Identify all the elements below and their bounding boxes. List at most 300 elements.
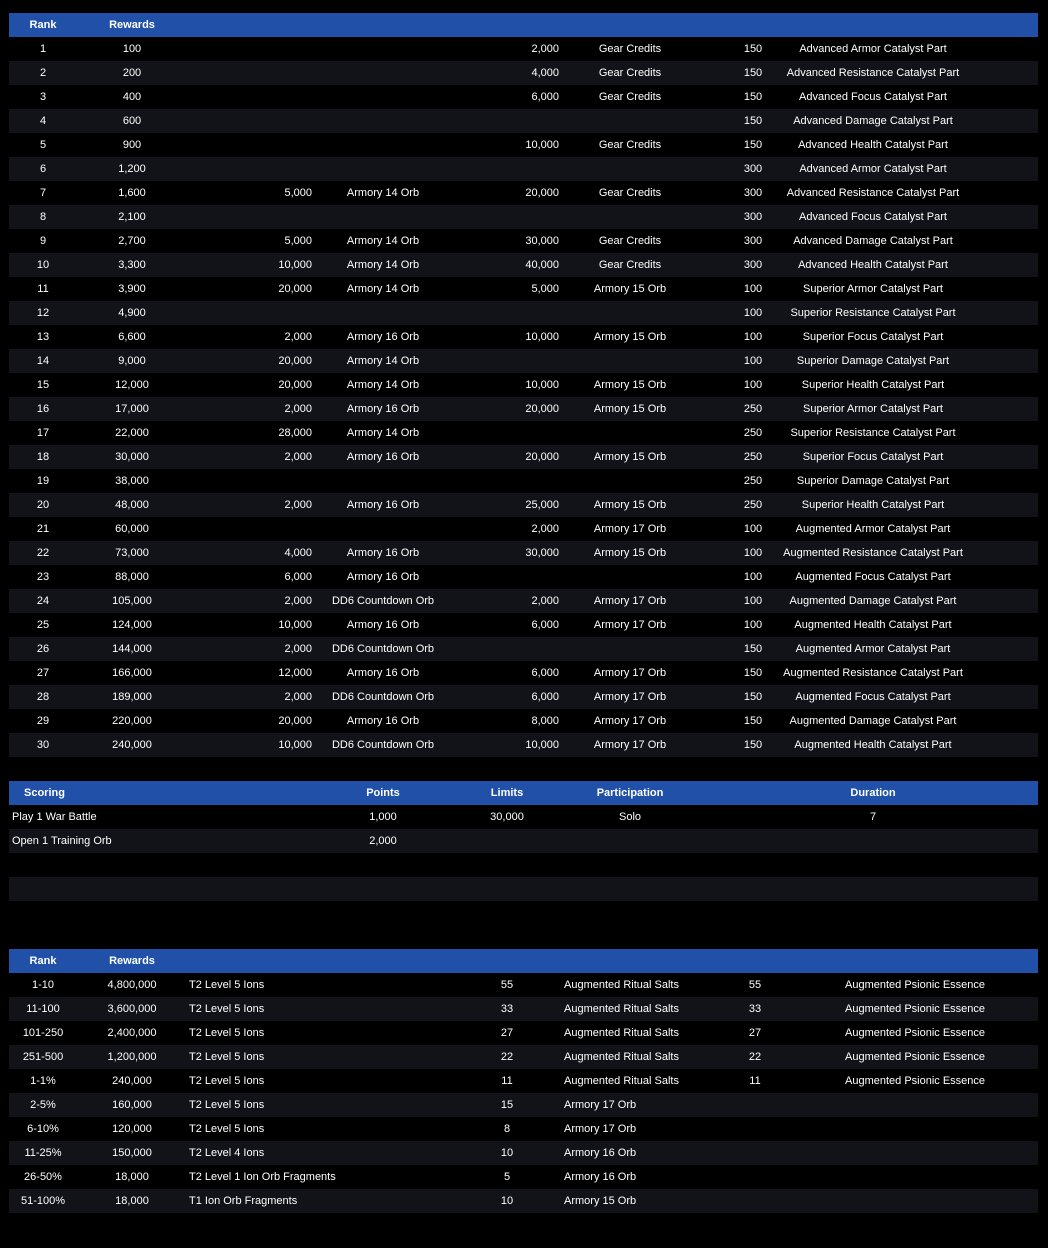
rank-cell: 11 xyxy=(37,283,49,295)
reward2-item-cell: Armory 17 Orb xyxy=(593,739,667,751)
reward1-qty-cell: 5,000 xyxy=(284,187,312,199)
reward2-item-cell: Armory 16 Orb xyxy=(564,1171,637,1183)
reward3-item-cell: Augmented Focus Catalyst Part xyxy=(795,571,951,583)
reward1-item-cell: T2 Level 5 Ions xyxy=(189,1027,265,1039)
reward3-qty-cell: 150 xyxy=(743,667,763,679)
table-row xyxy=(9,85,1038,109)
rewards-points-cell: 166,000 xyxy=(112,667,152,679)
rank-cell: 17 xyxy=(36,427,50,439)
points-header: Points xyxy=(366,787,400,799)
reward2-qty-cell: 10,000 xyxy=(525,379,559,391)
reward2-item-cell: Armory 17 Orb xyxy=(564,1123,637,1135)
reward2-item-cell: Armory 15 Orb xyxy=(593,283,667,295)
reward2-item-cell: Armory 15 Orb xyxy=(593,499,667,511)
rewards-points-cell: 600 xyxy=(122,115,142,127)
reward3-item-cell: Superior Focus Catalyst Part xyxy=(802,451,944,463)
reward1-item-cell: Armory 16 Orb xyxy=(346,715,420,727)
reward1-item-cell: DD6 Countdown Orb xyxy=(331,739,435,751)
rank-cell: 6 xyxy=(39,163,47,175)
rank-cell: 8 xyxy=(39,211,47,223)
reward3-item-cell: Advanced Resistance Catalyst Part xyxy=(786,187,960,199)
reward3-qty-cell: 250 xyxy=(743,499,763,511)
reward2-qty-cell: 5,000 xyxy=(531,283,559,295)
reward3-qty-cell: 11 xyxy=(749,1075,761,1087)
reward1-item-cell: T2 Level 5 Ions xyxy=(189,1099,265,1111)
rewards-points-cell: 18,000 xyxy=(115,1171,149,1183)
rank-cell: 30 xyxy=(36,739,50,751)
reward2-item-cell: Gear Credits xyxy=(598,91,662,103)
rank-header: Rank xyxy=(29,19,57,31)
reward2-qty-cell: 10,000 xyxy=(525,331,559,343)
rank-cell: 27 xyxy=(36,667,50,679)
reward2-qty-cell: 33 xyxy=(500,1003,514,1015)
reward1-item-cell: T2 Level 1 Ion Orb Fragments xyxy=(189,1171,336,1183)
reward1-qty-cell: 5,000 xyxy=(284,235,312,247)
rewards-points-cell: 240,000 xyxy=(112,1075,152,1087)
reward1-item-cell: Armory 14 Orb xyxy=(346,235,420,247)
rank-cell: 20 xyxy=(36,499,50,511)
reward1-qty-cell: 20,000 xyxy=(278,355,312,367)
reward3-item-cell: Advanced Focus Catalyst Part xyxy=(799,211,947,223)
reward3-item-cell: Augmented Damage Catalyst Part xyxy=(789,595,957,607)
rewards-points-cell: 124,000 xyxy=(112,619,152,631)
reward2-qty-cell: 2,000 xyxy=(531,523,559,535)
reward3-qty-cell: 250 xyxy=(743,475,763,487)
scoring-action-cell: Open 1 Training Orb xyxy=(12,835,112,847)
table-row xyxy=(9,565,1038,589)
reward1-item-cell: Armory 14 Orb xyxy=(346,379,420,391)
reward2-qty-cell: 55 xyxy=(500,979,514,991)
reward3-item-cell: Superior Resistance Catalyst Part xyxy=(790,307,956,319)
duration-cell: 7 xyxy=(869,811,877,823)
reward3-item-cell: Augmented Focus Catalyst Part xyxy=(795,691,951,703)
reward3-qty-cell: 150 xyxy=(743,139,763,151)
rewards-points-cell: 3,600,000 xyxy=(107,1003,157,1015)
rank-range-cell: 1-1% xyxy=(30,1075,56,1087)
rank-cell: 3 xyxy=(39,91,47,103)
rank-cell: 10 xyxy=(36,259,50,271)
rewards-points-cell: 400 xyxy=(122,91,142,103)
table-row xyxy=(9,397,1038,421)
reward3-item-cell: Superior Resistance Catalyst Part xyxy=(790,427,956,439)
reward1-qty-cell: 28,000 xyxy=(278,427,312,439)
rank-range-cell: 11-100 xyxy=(26,1003,60,1015)
rank-range-cell: 51-100% xyxy=(20,1195,66,1207)
reward2-qty-cell: 27 xyxy=(500,1027,514,1039)
reward3-item-cell: Advanced Armor Catalyst Part xyxy=(799,43,947,55)
reward2-item-cell: Armory 16 Orb xyxy=(564,1147,637,1159)
rank-cell: 13 xyxy=(36,331,50,343)
reward1-qty-cell: 20,000 xyxy=(278,379,312,391)
reward3-item-cell: Augmented Psionic Essence xyxy=(845,1075,986,1087)
reward1-item-cell: DD6 Countdown Orb xyxy=(331,595,435,607)
reward2-qty-cell: 2,000 xyxy=(531,595,559,607)
reward3-qty-cell: 250 xyxy=(743,427,763,439)
reward3-item-cell: Advanced Damage Catalyst Part xyxy=(793,235,953,247)
rank-cell: 7 xyxy=(39,187,47,199)
table-row xyxy=(9,709,1038,733)
reward2-qty-cell: 20,000 xyxy=(525,451,559,463)
reward2-item-cell: Armory 17 Orb xyxy=(593,523,667,535)
reward2-qty-cell: 20,000 xyxy=(525,403,559,415)
reward3-item-cell: Augmented Health Catalyst Part xyxy=(794,739,952,751)
table-row xyxy=(9,277,1038,301)
reward2-item-cell: Augmented Ritual Salts xyxy=(564,979,679,991)
reward2-qty-cell: 6,000 xyxy=(531,91,559,103)
reward3-qty-cell: 300 xyxy=(743,235,763,247)
table-header xyxy=(9,13,1038,37)
reward2-item-cell: Augmented Ritual Salts xyxy=(564,1027,679,1039)
table-row xyxy=(9,661,1038,685)
reward2-item-cell: Armory 15 Orb xyxy=(593,331,667,343)
reward2-qty-cell: 30,000 xyxy=(525,235,559,247)
table-row xyxy=(9,1093,1038,1117)
rewards-points-cell: 22,000 xyxy=(115,427,149,439)
reward3-item-cell: Augmented Resistance Catalyst Part xyxy=(783,667,963,679)
reward3-item-cell: Superior Focus Catalyst Part xyxy=(802,331,944,343)
rewards-points-cell: 4,900 xyxy=(118,307,146,319)
table-row xyxy=(9,469,1038,493)
reward1-qty-cell: 10,000 xyxy=(278,259,312,271)
reward1-item-cell: T2 Level 5 Ions xyxy=(189,979,265,991)
rank-range-cell: 26-50% xyxy=(24,1171,62,1183)
rank-cell: 25 xyxy=(36,619,50,631)
table-row xyxy=(9,997,1038,1021)
rank-cell: 28 xyxy=(36,691,50,703)
reward1-qty-cell: 4,000 xyxy=(284,547,312,559)
reward2-item-cell: Augmented Ritual Salts xyxy=(564,1075,679,1087)
table-row xyxy=(9,637,1038,661)
rewards-points-cell: 4,800,000 xyxy=(107,979,157,991)
reward2-item-cell: Augmented Ritual Salts xyxy=(564,1003,679,1015)
rank-cell: 12 xyxy=(36,307,50,319)
reward2-qty-cell: 10 xyxy=(500,1195,514,1207)
table-row xyxy=(9,1069,1038,1093)
rewards-points-cell: 189,000 xyxy=(112,691,152,703)
points-cell: 2,000 xyxy=(369,835,397,847)
limits-header: Limits xyxy=(490,787,524,799)
reward3-qty-cell: 100 xyxy=(743,571,763,583)
reward2-qty-cell: 6,000 xyxy=(531,619,559,631)
participation-header: Participation xyxy=(596,787,664,799)
table-row xyxy=(9,253,1038,277)
reward1-item-cell: Armory 16 Orb xyxy=(346,331,420,343)
rank-range-cell: 1-10 xyxy=(31,979,55,991)
reward2-qty-cell: 8,000 xyxy=(531,715,559,727)
table-row xyxy=(9,829,1038,853)
scoring-table xyxy=(9,781,1038,925)
rewards-points-cell: 17,000 xyxy=(115,403,149,415)
reward2-item-cell: Gear Credits xyxy=(598,187,662,199)
table-row xyxy=(9,493,1038,517)
reward1-qty-cell: 10,000 xyxy=(278,619,312,631)
scoring-header: Scoring xyxy=(24,787,65,799)
rewards-points-cell: 48,000 xyxy=(115,499,149,511)
reward1-item-cell: Armory 16 Orb xyxy=(346,619,420,631)
reward3-item-cell: Superior Damage Catalyst Part xyxy=(796,355,950,367)
reward3-qty-cell: 100 xyxy=(743,619,763,631)
rank-cell: 22 xyxy=(36,547,50,559)
table-row xyxy=(9,205,1038,229)
reward1-item-cell: Armory 16 Orb xyxy=(346,667,420,679)
table-row xyxy=(9,1117,1038,1141)
reward2-qty-cell: 2,000 xyxy=(531,43,559,55)
reward3-qty-cell: 100 xyxy=(743,379,763,391)
reward2-qty-cell: 5 xyxy=(503,1171,511,1183)
rank-range-cell: 251-500 xyxy=(22,1051,64,1063)
reward3-item-cell: Augmented Armor Catalyst Part xyxy=(795,643,951,655)
leaderboard-rewards-table xyxy=(9,949,1038,1237)
reward3-qty-cell: 22 xyxy=(748,1051,762,1063)
reward1-qty-cell: 20,000 xyxy=(278,715,312,727)
table-row xyxy=(9,301,1038,325)
reward2-qty-cell: 11 xyxy=(501,1075,513,1087)
table-row xyxy=(9,1045,1038,1069)
reward1-qty-cell: 20,000 xyxy=(278,283,312,295)
reward3-qty-cell: 55 xyxy=(748,979,762,991)
reward1-item-cell: Armory 16 Orb xyxy=(346,403,420,415)
reward2-qty-cell: 15 xyxy=(500,1099,514,1111)
table-row xyxy=(9,373,1038,397)
reward2-qty-cell: 6,000 xyxy=(531,667,559,679)
rank-cell: 1 xyxy=(39,43,47,55)
reward2-item-cell: Armory 17 Orb xyxy=(593,715,667,727)
reward3-item-cell: Augmented Armor Catalyst Part xyxy=(795,523,951,535)
reward2-qty-cell: 20,000 xyxy=(525,187,559,199)
reward2-qty-cell: 10 xyxy=(500,1147,514,1159)
duration-header: Duration xyxy=(850,787,896,799)
reward2-item-cell: Armory 15 Orb xyxy=(593,379,667,391)
rank-cell: 16 xyxy=(36,403,50,415)
participation-cell: Solo xyxy=(618,811,642,823)
reward2-qty-cell: 6,000 xyxy=(531,691,559,703)
rewards-points-cell: 160,000 xyxy=(112,1099,152,1111)
reward1-item-cell: Armory 16 Orb xyxy=(346,547,420,559)
empty-row xyxy=(9,1213,1038,1237)
rewards-points-cell: 1,600 xyxy=(118,187,146,199)
reward3-qty-cell: 100 xyxy=(743,355,763,367)
reward2-qty-cell: 4,000 xyxy=(531,67,559,79)
reward1-item-cell: Armory 14 Orb xyxy=(346,187,420,199)
table-header xyxy=(9,781,1038,805)
reward1-item-cell: DD6 Countdown Orb xyxy=(331,643,435,655)
rewards-points-cell: 30,000 xyxy=(115,451,149,463)
rewards-points-cell: 150,000 xyxy=(112,1147,152,1159)
rank-cell: 4 xyxy=(39,115,47,127)
reward3-item-cell: Superior Armor Catalyst Part xyxy=(803,283,943,295)
reward3-qty-cell: 150 xyxy=(743,739,763,751)
table-row xyxy=(9,1189,1038,1213)
reward1-item-cell: Armory 16 Orb xyxy=(346,499,420,511)
table-row xyxy=(9,421,1038,445)
reward3-item-cell: Augmented Psionic Essence xyxy=(845,1027,986,1039)
reward3-qty-cell: 100 xyxy=(743,595,763,607)
limits-cell: 30,000 xyxy=(490,811,524,823)
reward3-qty-cell: 150 xyxy=(743,91,763,103)
table-header xyxy=(9,949,1038,973)
rewards-points-cell: 900 xyxy=(122,139,142,151)
reward3-item-cell: Advanced Focus Catalyst Part xyxy=(799,91,947,103)
reward3-qty-cell: 150 xyxy=(743,691,763,703)
table-row xyxy=(9,445,1038,469)
reward3-item-cell: Superior Health Catalyst Part xyxy=(801,379,945,391)
reward3-qty-cell: 100 xyxy=(743,283,763,295)
table-row xyxy=(9,133,1038,157)
rewards-points-cell: 200 xyxy=(122,67,142,79)
rewards-points-cell: 60,000 xyxy=(115,523,149,535)
reward3-qty-cell: 250 xyxy=(743,451,763,463)
table-row xyxy=(9,157,1038,181)
reward3-qty-cell: 27 xyxy=(748,1027,762,1039)
rank-cell: 29 xyxy=(36,715,50,727)
reward3-qty-cell: 150 xyxy=(743,715,763,727)
table-row xyxy=(9,229,1038,253)
reward1-item-cell: T2 Level 5 Ions xyxy=(189,1075,265,1087)
reward2-qty-cell: 10,000 xyxy=(525,739,559,751)
rewards-points-cell: 3,900 xyxy=(118,283,146,295)
reward3-item-cell: Augmented Psionic Essence xyxy=(845,979,986,991)
table-row xyxy=(9,805,1038,829)
empty-row xyxy=(9,901,1038,925)
reward1-item-cell: Armory 16 Orb xyxy=(346,451,420,463)
rank-cell: 15 xyxy=(36,379,50,391)
reward2-qty-cell: 40,000 xyxy=(525,259,559,271)
rank-cell: 9 xyxy=(39,235,47,247)
reward3-qty-cell: 100 xyxy=(743,307,763,319)
table-row xyxy=(9,973,1038,997)
reward2-item-cell: Armory 17 Orb xyxy=(593,595,667,607)
reward2-qty-cell: 22 xyxy=(500,1051,514,1063)
reward1-item-cell: Armory 14 Orb xyxy=(346,283,420,295)
rewards-points-cell: 2,400,000 xyxy=(107,1027,157,1039)
rewards-points-cell: 6,600 xyxy=(118,331,146,343)
table-row xyxy=(9,613,1038,637)
table-row xyxy=(9,325,1038,349)
rank-rewards-table xyxy=(9,13,1038,757)
reward1-qty-cell: 2,000 xyxy=(284,451,312,463)
table-row xyxy=(9,685,1038,709)
rewards-points-cell: 2,700 xyxy=(118,235,146,247)
reward3-item-cell: Advanced Health Catalyst Part xyxy=(798,139,948,151)
reward3-item-cell: Superior Damage Catalyst Part xyxy=(796,475,950,487)
reward3-item-cell: Augmented Psionic Essence xyxy=(845,1003,986,1015)
reward1-qty-cell: 2,000 xyxy=(284,499,312,511)
rank-cell: 19 xyxy=(36,475,50,487)
reward3-item-cell: Augmented Health Catalyst Part xyxy=(794,619,952,631)
reward1-qty-cell: 2,000 xyxy=(284,331,312,343)
reward2-item-cell: Gear Credits xyxy=(598,235,662,247)
reward2-item-cell: Armory 15 Orb xyxy=(564,1195,637,1207)
rewards-header: Rewards xyxy=(109,19,155,31)
reward2-item-cell: Armory 15 Orb xyxy=(593,403,667,415)
rewards-header: Rewards xyxy=(109,955,155,967)
reward3-qty-cell: 150 xyxy=(743,43,763,55)
rank-cell: 24 xyxy=(36,595,50,607)
points-cell: 1,000 xyxy=(369,811,397,823)
reward3-qty-cell: 150 xyxy=(743,115,763,127)
reward1-item-cell: Armory 14 Orb xyxy=(346,427,420,439)
table-row xyxy=(9,1021,1038,1045)
reward3-item-cell: Augmented Psionic Essence xyxy=(845,1051,986,1063)
reward2-item-cell: Gear Credits xyxy=(598,139,662,151)
rewards-points-cell: 73,000 xyxy=(115,547,149,559)
table-row xyxy=(9,1141,1038,1165)
table-row xyxy=(9,733,1038,757)
reward3-item-cell: Advanced Damage Catalyst Part xyxy=(793,115,953,127)
reward2-item-cell: Armory 15 Orb xyxy=(593,547,667,559)
rewards-points-cell: 100 xyxy=(122,43,142,55)
rewards-points-cell: 18,000 xyxy=(115,1195,149,1207)
rewards-points-cell: 88,000 xyxy=(115,571,149,583)
reward1-item-cell: Armory 14 Orb xyxy=(346,259,420,271)
rewards-points-cell: 1,200 xyxy=(118,163,146,175)
reward1-qty-cell: 2,000 xyxy=(284,691,312,703)
reward2-item-cell: Armory 17 Orb xyxy=(593,619,667,631)
rank-range-cell: 11-25% xyxy=(24,1147,62,1159)
rank-cell: 26 xyxy=(36,643,50,655)
reward3-item-cell: Superior Armor Catalyst Part xyxy=(803,403,943,415)
table-row xyxy=(9,61,1038,85)
rewards-points-cell: 3,300 xyxy=(118,259,146,271)
rank-cell: 21 xyxy=(36,523,50,535)
reward3-item-cell: Advanced Armor Catalyst Part xyxy=(799,163,947,175)
reward1-qty-cell: 10,000 xyxy=(278,739,312,751)
rewards-points-cell: 120,000 xyxy=(112,1123,152,1135)
rewards-points-cell: 144,000 xyxy=(112,643,152,655)
table-row xyxy=(9,589,1038,613)
reward3-qty-cell: 33 xyxy=(748,1003,762,1015)
table-row xyxy=(9,37,1038,61)
reward1-item-cell: DD6 Countdown Orb xyxy=(331,691,435,703)
reward1-qty-cell: 6,000 xyxy=(284,571,312,583)
reward3-item-cell: Augmented Damage Catalyst Part xyxy=(789,715,957,727)
reward1-item-cell: T2 Level 5 Ions xyxy=(189,1123,265,1135)
reward3-qty-cell: 100 xyxy=(743,523,763,535)
reward1-qty-cell: 2,000 xyxy=(284,643,312,655)
rewards-points-cell: 240,000 xyxy=(112,739,152,751)
rank-cell: 5 xyxy=(39,139,47,151)
reward3-item-cell: Augmented Resistance Catalyst Part xyxy=(783,547,963,559)
reward3-qty-cell: 300 xyxy=(743,211,763,223)
rank-cell: 2 xyxy=(39,67,47,79)
reward2-item-cell: Armory 17 Orb xyxy=(593,691,667,703)
reward2-item-cell: Armory 17 Orb xyxy=(593,667,667,679)
reward3-qty-cell: 300 xyxy=(743,163,763,175)
table-row xyxy=(9,349,1038,373)
reward3-item-cell: Advanced Health Catalyst Part xyxy=(798,259,948,271)
reward1-item-cell: T2 Level 4 Ions xyxy=(189,1147,265,1159)
reward2-item-cell: Armory 17 Orb xyxy=(564,1099,637,1111)
reward3-qty-cell: 250 xyxy=(743,403,763,415)
rewards-points-cell: 2,100 xyxy=(118,211,146,223)
reward2-item-cell: Armory 15 Orb xyxy=(593,451,667,463)
table-row xyxy=(9,109,1038,133)
reward2-item-cell: Gear Credits xyxy=(598,259,662,271)
reward2-qty-cell: 10,000 xyxy=(525,139,559,151)
rank-range-cell: 2-5% xyxy=(30,1099,56,1111)
reward3-qty-cell: 300 xyxy=(743,259,763,271)
empty-row xyxy=(9,853,1038,877)
rank-cell: 14 xyxy=(36,355,50,367)
table-row xyxy=(9,517,1038,541)
reward1-item-cell: Armory 16 Orb xyxy=(346,571,420,583)
reward3-item-cell: Superior Health Catalyst Part xyxy=(801,499,945,511)
rank-range-cell: 6-10% xyxy=(27,1123,59,1135)
rank-cell: 18 xyxy=(36,451,50,463)
empty-row xyxy=(9,877,1038,901)
rewards-points-cell: 12,000 xyxy=(115,379,149,391)
reward3-item-cell: Advanced Resistance Catalyst Part xyxy=(786,67,960,79)
